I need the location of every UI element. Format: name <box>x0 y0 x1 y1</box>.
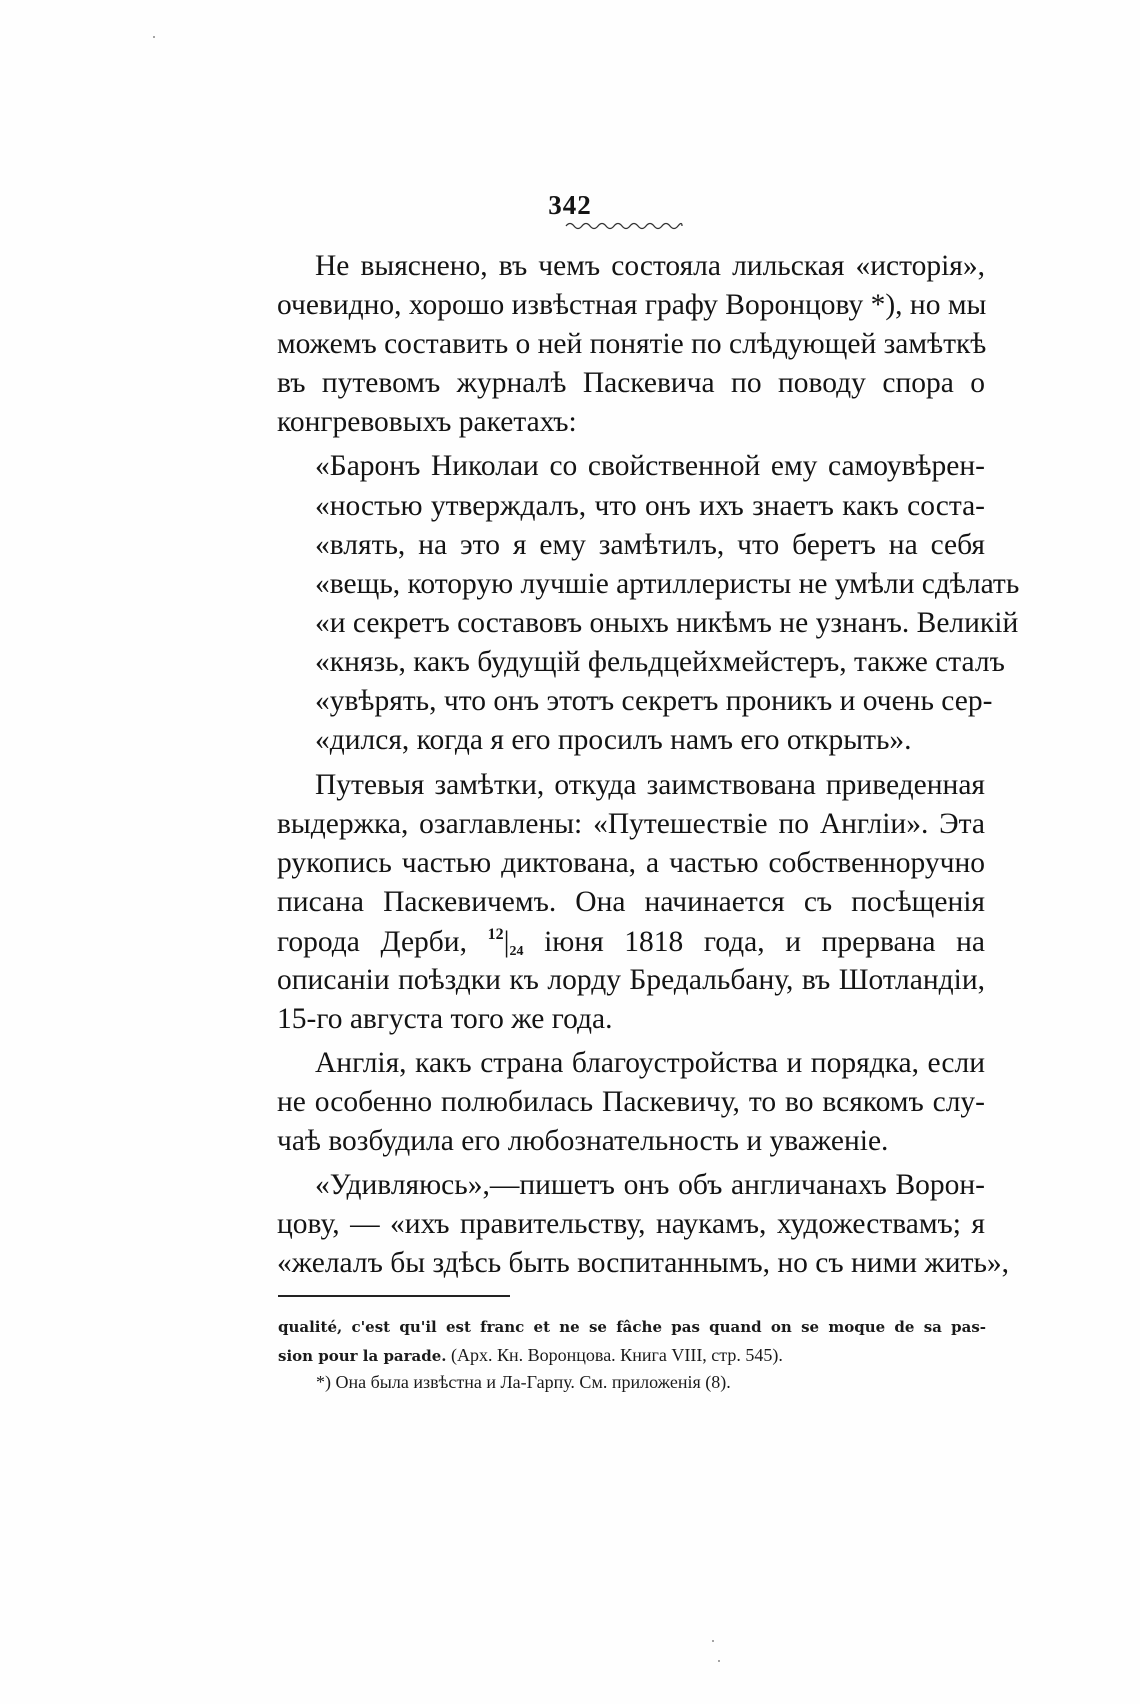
text-line: не особенно полюбилась Паскевичу, то во всякомъ слу- <box>277 1086 985 1118</box>
text-line: можемъ составить о ней понятіе по слѣдующей замѣткѣ <box>277 328 987 360</box>
date-line-end: іюня 1818 года, и прервана на <box>523 926 985 958</box>
text-line-date: города Дерби, $^{12}|_{24}$ іюня 1818 года, и прервана на <box>277 926 985 959</box>
page-number: 342 <box>548 190 592 220</box>
quote-line: «увѣрять, что онъ этотъ секретъ проникъ и очень сер- <box>315 685 993 717</box>
text-line: писана Паскевичемъ. Она начинается съ посѣщенія <box>277 886 985 918</box>
quote-line: «ностью утверждалъ, что онъ ихъ знаетъ какъ соста- <box>315 490 985 522</box>
text-line: «желалъ бы здѣсь быть воспитаннымъ, но съ ними жить», <box>277 1247 1010 1279</box>
text-line: Англія, какъ страна благоустройства и порядка, если <box>315 1047 985 1079</box>
quote-line: «Баронъ Николаи со свойственной ему самоувѣрен- <box>315 450 985 482</box>
scan-speck <box>712 1640 714 1642</box>
quote-line: «влять, на это я ему замѣтилъ, что беретъ на себя <box>315 529 985 561</box>
footnote-star: *) Она была извѣстна и Ла-Гарпу. См. приложенія (8). <box>316 1372 731 1392</box>
quote-line: «и секретъ составовъ оныхъ никѣмъ не узнанъ. Великій <box>315 607 1019 639</box>
footnote-separator <box>278 1295 510 1297</box>
text-line: въ путевомъ журналѣ Паскевича по поводу спора о <box>277 367 985 399</box>
date-fraction-numerator: 12 <box>487 926 504 943</box>
text-line: очевидно, хорошо извѣстная графу Воронцову *), но мы <box>277 289 987 321</box>
text-line: описаніи поѣздки къ лорду Бредальбану, въ Шотландіи, <box>277 964 985 996</box>
footnote-source-ref: (Арх. Кн. Воронцова. Книга VIII, стр. 545). <box>446 1345 783 1365</box>
footnote-french-text: sion pour la parade. <box>278 1347 447 1365</box>
text-line: чаѣ возбудила его любознательность и уваженіе. <box>277 1125 889 1157</box>
footnote-continuation-line: qualité, c'est qu'il est franc et ne se fâche pas quand on se moque de sa pas- <box>278 1318 986 1336</box>
text-line: Путевыя замѣтки, откуда заимствована приведенная <box>315 769 985 801</box>
text-line: рукопись частью диктована, а частью собственноручно <box>277 847 985 879</box>
date-fraction-denominator: 24 <box>509 944 524 959</box>
date-line-start: города Дерби, <box>277 926 488 958</box>
text-line: Не выяснено, въ чемъ состояла лильская «исторія», <box>315 250 985 282</box>
text-line: «Удивляюсь»,—пишетъ онъ объ англичанахъ Ворон- <box>315 1169 985 1201</box>
scan-speck <box>153 36 155 38</box>
quote-line: «князь, какъ будущій фельдцейхмейстеръ, также сталъ <box>315 646 1005 678</box>
text-line: 15-го августа того же года. <box>277 1003 613 1035</box>
wavy-ornament-icon <box>565 220 683 232</box>
footnote-continuation-line <box>278 1345 986 1366</box>
text-line: конгревовыхъ ракетахъ: <box>277 406 577 438</box>
text-line: выдержка, озаглавлены: «Путешествіе по Англіи». Эта <box>277 808 985 840</box>
text-line: цову, — «ихъ правительству, наукамъ, художествамъ; я <box>277 1208 985 1240</box>
quote-line: «вещь, которую лучшіе артиллеристы не умѣли сдѣлать <box>315 568 1020 600</box>
quote-line: «дился, когда я его просилъ намъ его открыть». <box>315 724 912 756</box>
scan-speck <box>718 1660 720 1662</box>
